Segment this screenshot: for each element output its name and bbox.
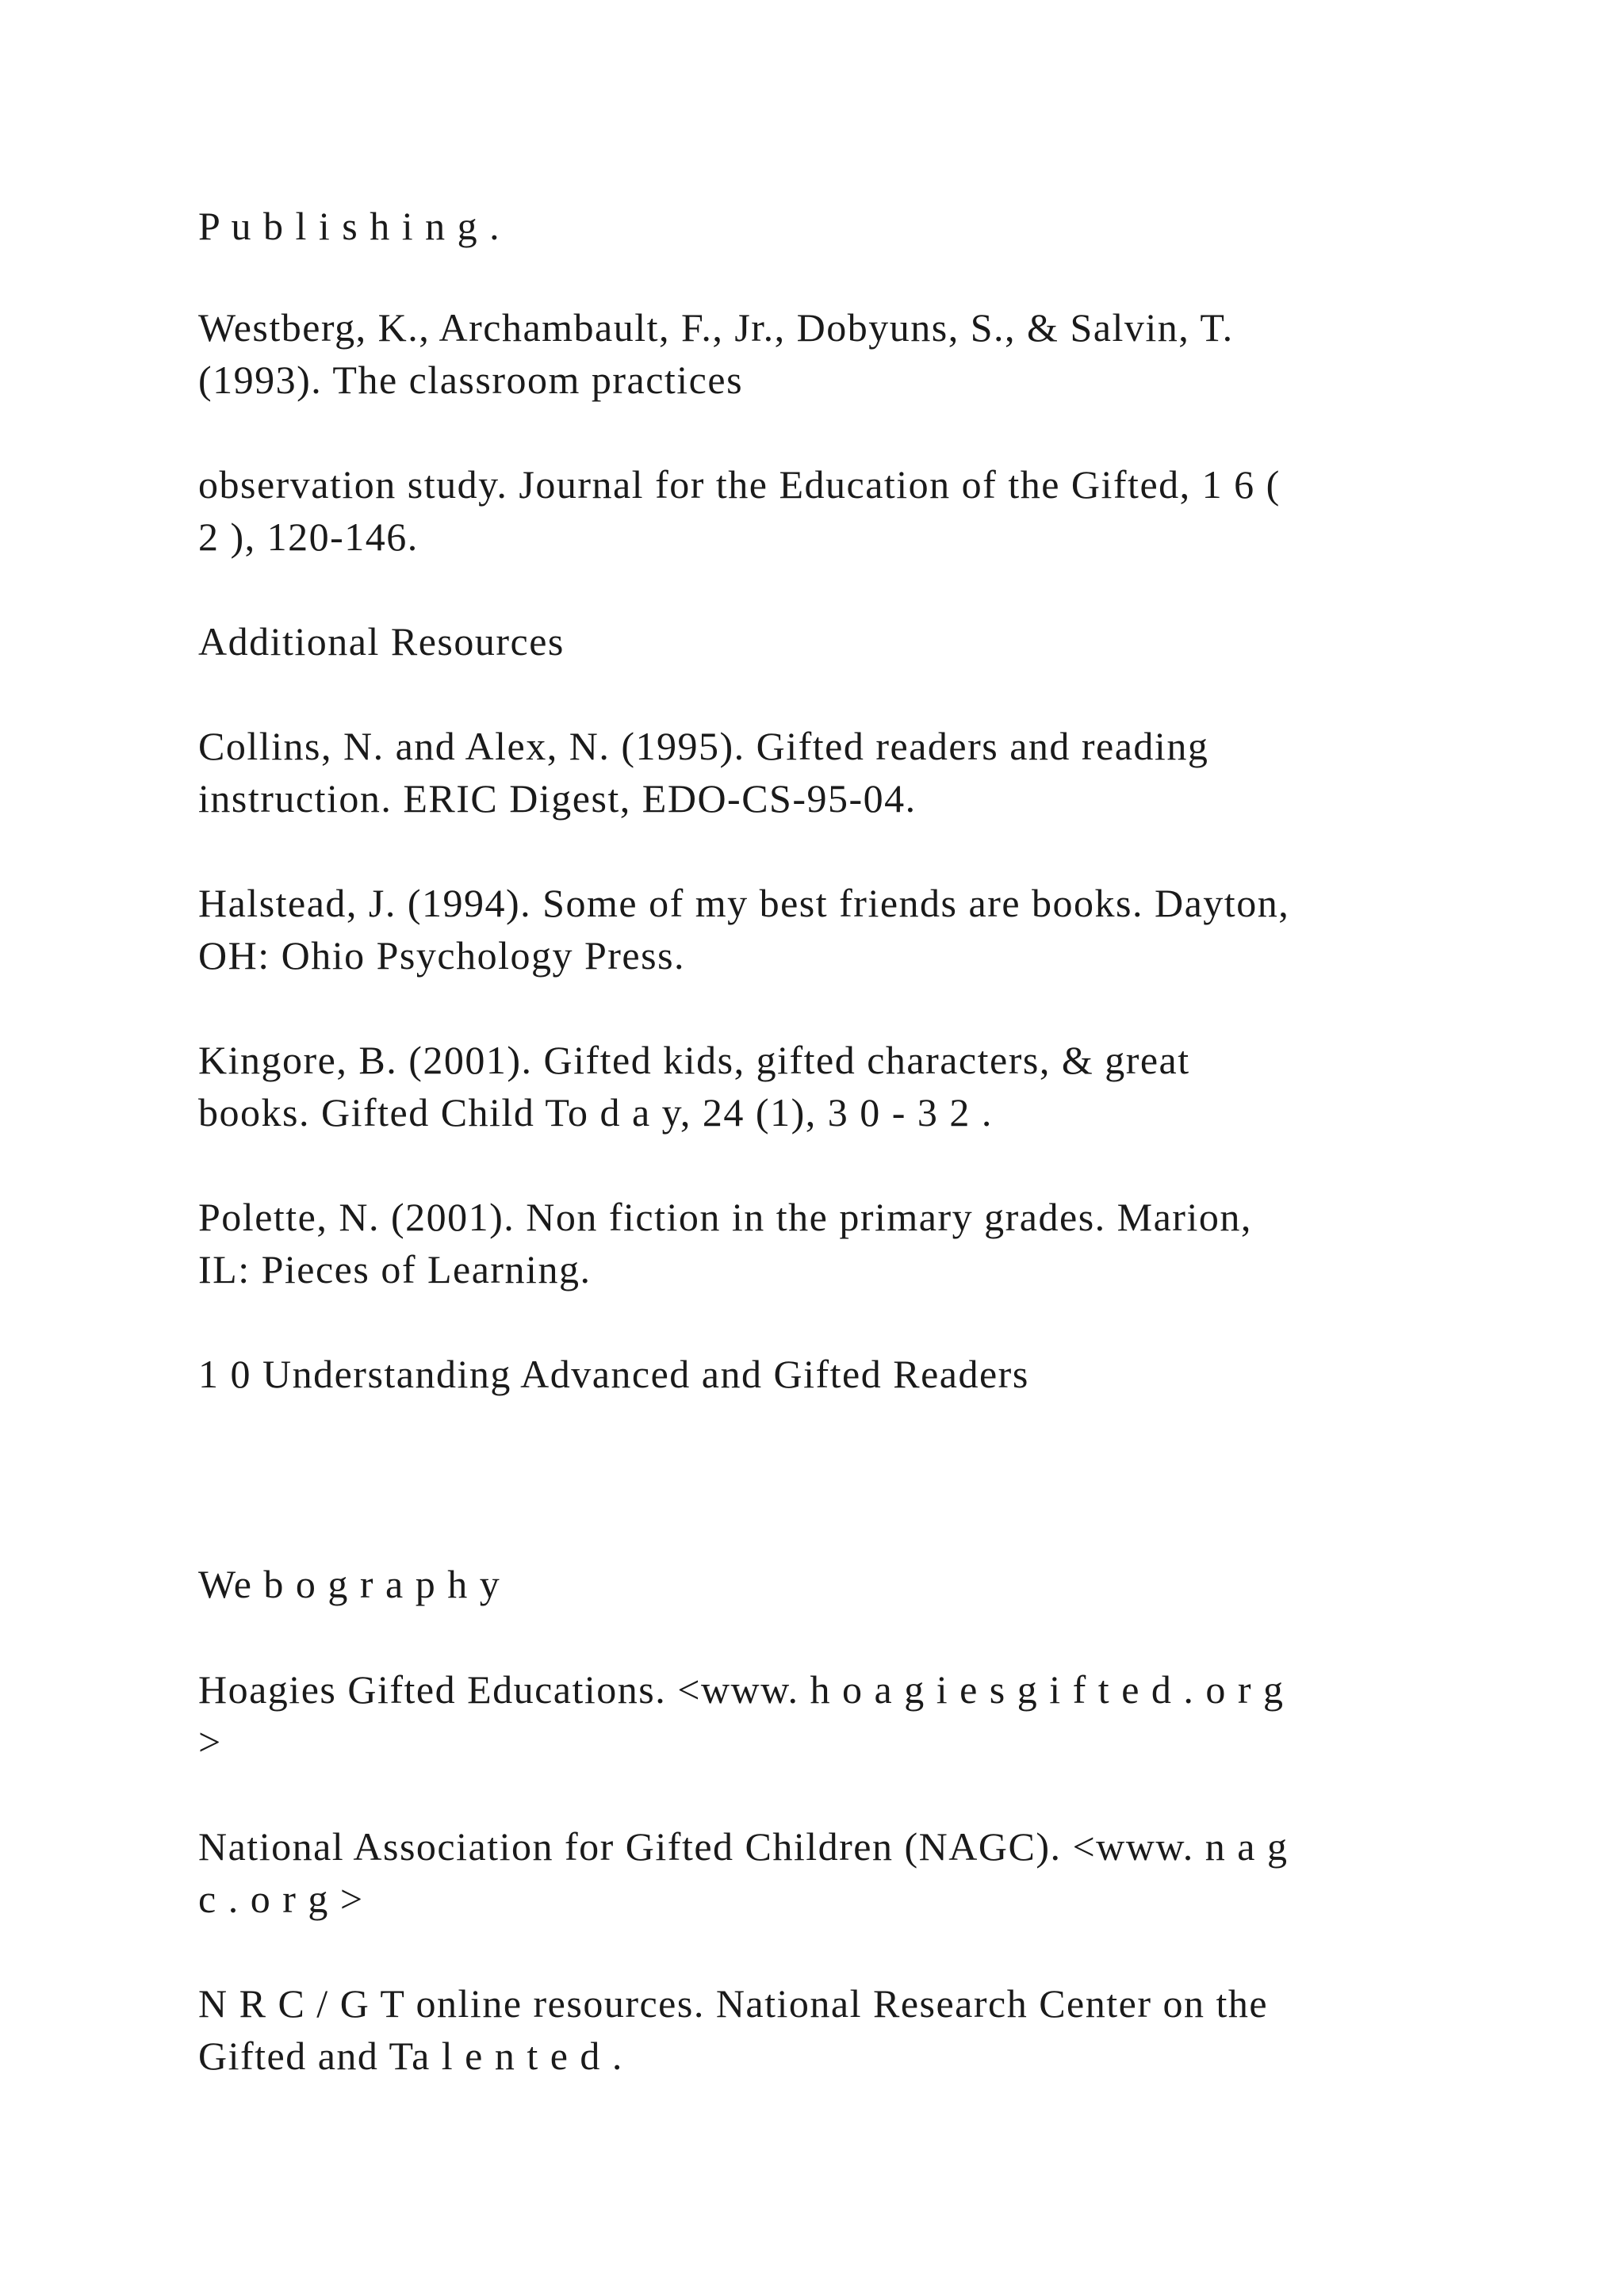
web-resource-nagc	[198, 1820, 1451, 1925]
text-line: Additional Resources	[198, 619, 565, 664]
text-line: 1 0 Understanding Advanced and Gifted Readers	[198, 1352, 1029, 1396]
page-footer	[198, 1348, 1451, 1400]
reference-polette	[198, 1191, 1451, 1295]
text-line: Hoagies Gifted Educations. <www. h o a g i e s g i f t e d . o r g	[198, 1667, 1285, 1712]
text-line: Kingore, B. (2001). Gifted kids, gifted characters, & great	[198, 1038, 1190, 1082]
section-heading-webography	[198, 1558, 1451, 1610]
reference-halstead	[198, 877, 1451, 982]
reference-westberg	[198, 301, 1451, 406]
text-line: c . o r g >	[198, 1877, 364, 1921]
reference-westberg-continued	[198, 458, 1451, 563]
text-line: Collins, N. and Alex, N. (1995). Gifted readers and reading	[198, 724, 1209, 768]
text-line: Polette, N. (2001). Non fiction in the primary grades. Marion,	[198, 1195, 1252, 1239]
publishing-fragment	[198, 200, 1451, 252]
text-line: N R C / G T online resources. National Research Center on the	[198, 1981, 1269, 2026]
section-heading-additional-resources	[198, 615, 1451, 668]
text-line: Halstead, J. (1994). Some of my best friends are books. Dayton,	[198, 881, 1290, 925]
text-line: OH: Ohio Psychology Press.	[198, 933, 686, 978]
text-line: Westberg, K., Archambault, F., Jr., Dobyuns, S., & Salvin, T.	[198, 305, 1234, 350]
text-line: 2 ), 120-146.	[198, 515, 419, 559]
text-line: We b o g r a p h y	[198, 1562, 501, 1606]
text-line: observation study. Journal for the Education of the Gifted, 1 6 (	[198, 462, 1281, 507]
text-line: Gifted and Ta l e n t e d .	[198, 2034, 623, 2078]
text-line: IL: Pieces of Learning.	[198, 1247, 592, 1292]
text-line: (1993). The classroom practices	[198, 358, 744, 402]
reference-collins	[198, 720, 1451, 825]
text-line: P u b l i s h i n g .	[198, 204, 501, 248]
web-resource-hoagies	[198, 1663, 1451, 1768]
text-line: National Association for Gifted Children (NAGC). <www. n a g	[198, 1824, 1289, 1869]
text-line: instruction. ERIC Digest, EDO-CS-95-04.	[198, 776, 917, 821]
text-line: >	[198, 1720, 222, 1764]
text-line: books. Gifted Child To d a y, 24 (1), 3 0 - 3 2 .	[198, 1090, 993, 1135]
reference-kingore	[198, 1034, 1451, 1138]
web-resource-nrcgt	[198, 1977, 1451, 2082]
